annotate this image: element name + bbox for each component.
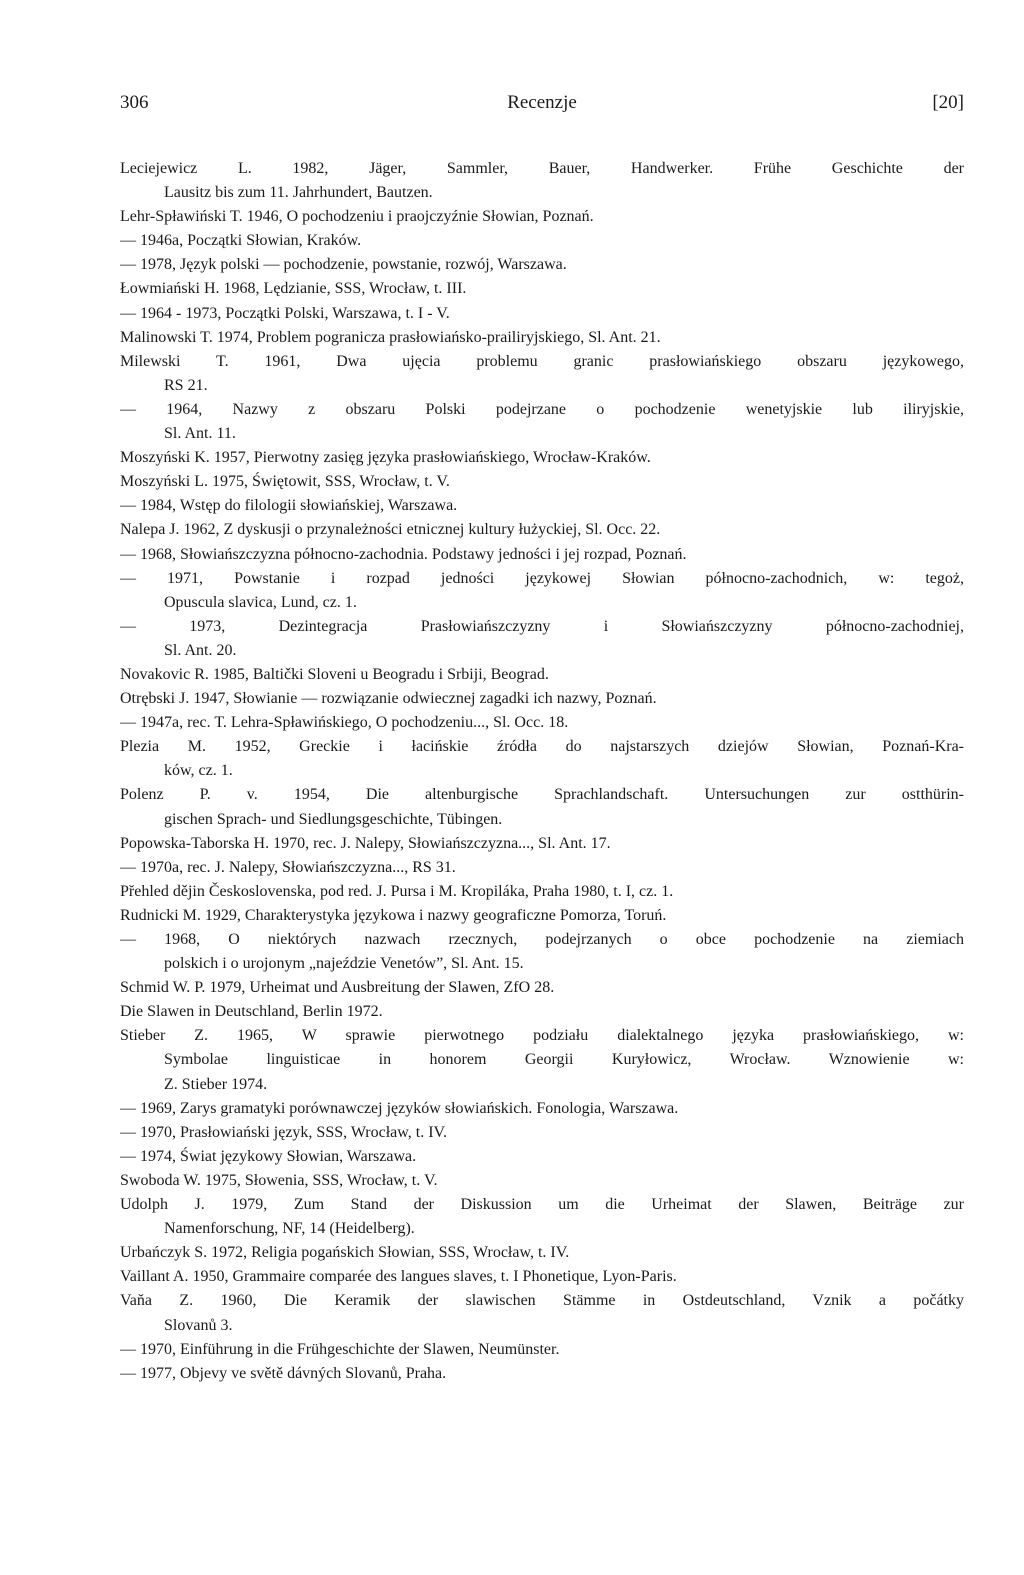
bibliography-entry [120, 1241, 964, 1265]
bibliography-entry [120, 615, 964, 663]
bibliography-entry [120, 326, 964, 350]
entry-line: Malinowski T. 1974, Problem pogranicza prasłowiańsko-prailiryjskiego, Sl. Ant. 21. [120, 328, 661, 346]
entry-line: Moszyński K. 1957, Pierwotny zasięg języka prasłowiańskiego, Wrocław-Kraków. [120, 449, 651, 467]
bibliography-entry [120, 1338, 964, 1362]
section-number: [20] [932, 92, 964, 113]
bibliography-entry [120, 711, 964, 735]
bibliography-entry [120, 1193, 964, 1241]
entry-line: — 1984, Wstęp do filologii słowiańskiej, Warszawa. [120, 497, 458, 515]
bibliography-entry [120, 928, 964, 976]
bibliography-entry [120, 880, 964, 904]
entry-line: Lehr-Spławiński T. 1946, O pochodzeniu i praojczyźnie Słowian, Poznań. [120, 208, 594, 226]
entry-line: Łowmiański H. 1968, Lędzianie, SSS, Wrocław, t. III. [120, 280, 467, 298]
entry-line: Vaňa Z. 1960, Die Keramik der slawischen Stämme in Ostdeutschland, Vznik a počátky [120, 1292, 964, 1310]
bibliography-entry [120, 904, 964, 928]
bibliography-entry [120, 398, 964, 446]
entry-line: — 1970, Einführung in die Frühgeschichte der Slawen, Neumünster. [120, 1340, 560, 1358]
bibliography-entry [120, 157, 964, 205]
entry-line: Schmid W. P. 1979, Urheimat und Ausbreitung der Slawen, ZfO 28. [120, 979, 555, 997]
entry-line: gischen Sprach- und Siedlungsgeschichte, Tübingen. [164, 810, 503, 828]
page-header [120, 92, 964, 120]
bibliography-entry [120, 1145, 964, 1169]
entry-line: Popowska-Taborska H. 1970, rec. J. Nalepy, Słowiańszczyzna..., Sl. Ant. 17. [120, 834, 611, 852]
bibliography-entry [120, 253, 964, 277]
bibliography-entry [120, 1024, 964, 1096]
entry-line: Sl. Ant. 11. [164, 425, 236, 443]
entry-line: — 1970a, rec. J. Nalepy, Słowiańszczyzna..., RS 31. [120, 858, 456, 876]
bibliography-list [120, 157, 964, 1386]
entry-line: — 1974, Świat językowy Słowian, Warszawa. [120, 1147, 417, 1165]
entry-line: — 1968, O niektórych nazwach rzecznych, podejrzanych o obce pochodzenie na ziemiach [120, 931, 964, 948]
entry-line: Moszyński L. 1975, Świętowit, SSS, Wrocław, t. V. [120, 473, 450, 491]
bibliography-entry [120, 663, 964, 687]
entry-line: Vaillant A. 1950, Grammaire comparée des langues slaves, t. I Phonetique, Lyon-Paris. [120, 1268, 677, 1286]
entry-line: — 1964 - 1973, Początki Polski, Warszawa, t. I - V. [120, 304, 450, 322]
bibliography-entry [120, 976, 964, 1000]
bibliography-entry [120, 1362, 964, 1386]
entry-line: Die Slawen in Deutschland, Berlin 1972. [120, 1003, 383, 1021]
bibliography-entry [120, 1000, 964, 1024]
bibliography-entry [120, 518, 964, 542]
entry-line: polskich i o urojonym „najeździe Venetów”, Sl. Ant. 15. [164, 955, 524, 973]
entry-line: Plezia M. 1952, Greckie i łacińskie źródła do najstarszych dziejów Słowian, Poznań-Kra- [120, 738, 964, 756]
entry-line: Slovanů 3. [164, 1316, 233, 1334]
entry-line: Novakovic R. 1985, Baltički Sloveni u Beogradu i Srbiji, Beograd. [120, 665, 549, 683]
entry-line: Stieber Z. 1965, W sprawie pierwotnego podziału dialektalnego języka prasłowiańskiego, w: [120, 1027, 964, 1045]
bibliography-entry [120, 856, 964, 880]
entry-line: — 1969, Zarys gramatyki porównawczej języków słowiańskich. Fonologia, Warszawa. [120, 1099, 679, 1117]
entry-line: Udolph J. 1979, Zum Stand der Diskussion um die Urheimat der Slawen, Beiträge zur [120, 1196, 964, 1214]
bibliography-entry [120, 1265, 964, 1289]
bibliography-entry [120, 302, 964, 326]
bibliography-entry [120, 687, 964, 711]
running-title: Recenzje [507, 92, 577, 113]
entry-line: Nalepa J. 1962, Z dyskusji o przynależności etnicznej kultury łużyckiej, Sl. Occ. 22. [120, 521, 661, 539]
entry-line: Urbańczyk S. 1972, Religia pogańskich Słowian, SSS, Wrocław, t. IV. [120, 1244, 570, 1262]
entry-line: Přehled dějin Československa, pod red. J. Pursa i M. Kropiláka, Praha 1980, t. I, cz. 1. [120, 882, 674, 900]
bibliography-entry [120, 1097, 964, 1121]
entry-line: Lausitz bis zum 11. Jahrhundert, Bautzen. [164, 184, 433, 202]
entry-line: Namenforschung, NF, 14 (Heidelberg). [164, 1220, 415, 1238]
bibliography-entry [120, 783, 964, 831]
entry-line: — 1978, Język polski — pochodzenie, powstanie, rozwój, Warszawa. [120, 256, 567, 274]
entry-line: RS 21. [164, 376, 208, 394]
entry-line: Swoboda W. 1975, Słowenia, SSS, Wrocław, t. V. [120, 1171, 438, 1189]
bibliography-entry [120, 350, 964, 398]
entry-line: Otrębski J. 1947, Słowianie — rozwiązanie odwiecznej zagadki ich nazwy, Poznań. [120, 690, 657, 708]
bibliography-entry [120, 1169, 964, 1193]
entry-line: Rudnicki M. 1929, Charakterystyka językowa i nazwy geograficzne Pomorza, Toruń. [120, 906, 667, 924]
bibliography-entry [120, 1121, 964, 1145]
bibliography-entry [120, 205, 964, 229]
entry-line: — 1973, Dezintegracja Prasłowiańszczyzny i Słowiańszczyzny północno-zachodniej, [120, 617, 964, 635]
entry-line: Symbolae linguisticae in honorem Georgii Kuryłowicz, Wrocław. Wznowienie w: [164, 1051, 964, 1069]
bibliography-entry [120, 277, 964, 301]
bibliography-entry [120, 735, 964, 783]
entry-line: — 1968, Słowiańszczyzna północno-zachodnia. Podstawy jedności i jej rozpad, Poznań. [120, 545, 687, 563]
entry-line: Opuscula slavica, Lund, cz. 1. [164, 593, 357, 611]
page-number: 306 [120, 92, 149, 113]
bibliography-entry [120, 446, 964, 470]
entry-line: Z. Stieber 1974. [164, 1075, 268, 1093]
entry-line: — 1971, Powstanie i rozpad jedności językowej Słowian północno-zachodnich, w: tegoż, [120, 569, 964, 587]
entry-line: Leciejewicz L. 1982, Jäger, Sammler, Bauer, Handwerker. Frühe Geschichte der [120, 160, 964, 177]
entry-line: ków, cz. 1. [164, 762, 233, 780]
entry-line: — 1964, Nazwy z obszaru Polski podejrzane o pochodzenie wenetyjskie lub iliryjskie, [120, 400, 964, 418]
bibliography-entry [120, 543, 964, 567]
entry-line: — 1970, Prasłowiański język, SSS, Wrocław, t. IV. [120, 1123, 448, 1141]
bibliography-entry [120, 1289, 964, 1337]
bibliography-entry [120, 494, 964, 518]
entry-line: Sl. Ant. 20. [164, 641, 237, 659]
entry-line: Polenz P. v. 1954, Die altenburgische Sprachlandschaft. Untersuchungen zur ostthürin- [120, 786, 964, 804]
entry-line: — 1947a, rec. T. Lehra-Spławińskiego, O pochodzeniu..., Sl. Occ. 18. [120, 714, 569, 732]
entry-line: — 1946a, Początki Słowian, Kraków. [120, 232, 362, 250]
entry-line: — 1977, Objevy ve světě dávných Slovanů, Praha. [120, 1364, 447, 1382]
entry-line: Milewski T. 1961, Dwa ujęcia problemu granic prasłowiańskiego obszaru językowego, [120, 352, 964, 370]
bibliography-entry [120, 470, 964, 494]
bibliography-entry [120, 832, 964, 856]
bibliography-entry [120, 229, 964, 253]
bibliography-entry [120, 567, 964, 615]
